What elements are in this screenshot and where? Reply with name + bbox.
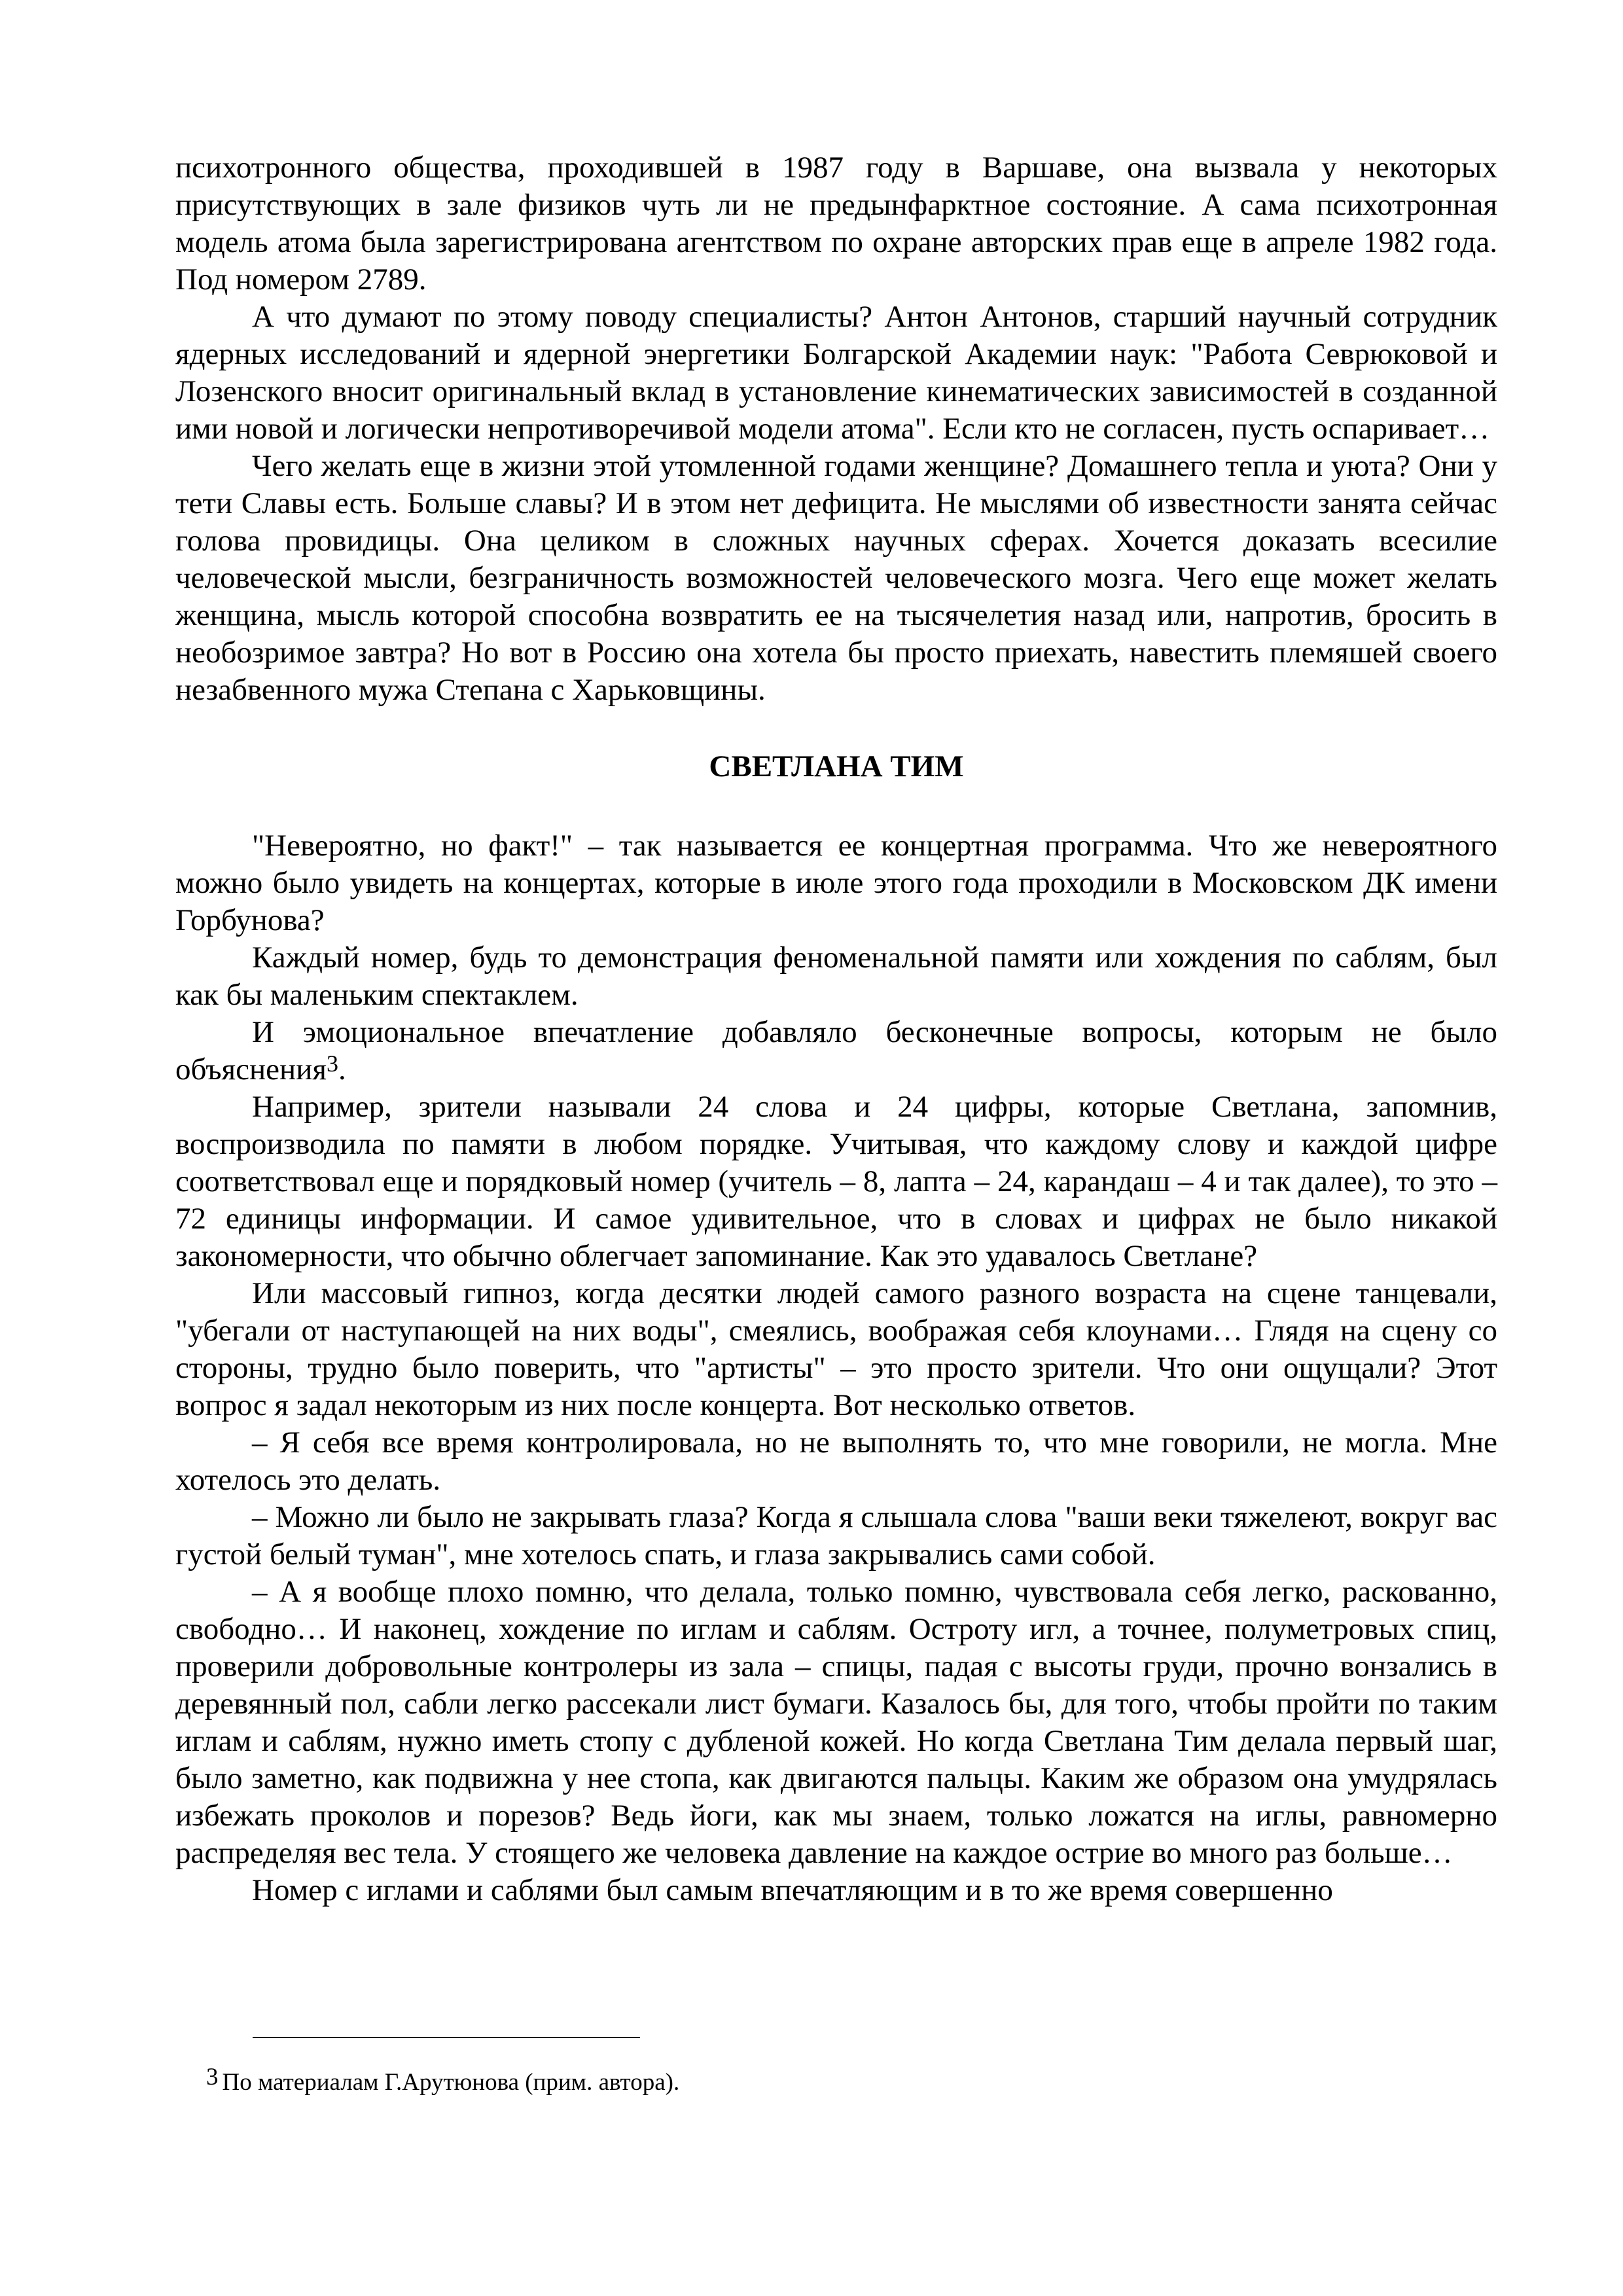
paragraph-7: Например, зрители называли 24 слова и 24 цифры, которые Светлана, запомнив, воспроизводила по памяти в любом порядке. Учитывая, что каждому слову и каждой цифре соответствовал еще и порядковый номер (учитель – 8, лапта – 24, карандаш – 4 и так далее), то это – 72 единицы информации. И самое удивительное, что в словах и цифрах не было никакой закономерности, что обычно облегчает запоминание. Как это удавалось Светлане? <box>175 1090 1497 1273</box>
paragraph-5: Каждый номер, будь то демонстрация феноменальной памяти или хождения по саблям, был как бы маленьким спектаклем. <box>175 941 1497 1012</box>
footnote-separator <box>253 2037 640 2038</box>
section-heading: СВЕТЛАНА ТИМ <box>709 749 964 783</box>
paragraph-6-end: . <box>338 1052 346 1086</box>
paragraph-9: – Я себя все время контролировала, но не выполнять то, что мне говорили, не могла. Мне хотелось это делать. <box>175 1426 1497 1497</box>
footnote-reference[interactable]: 3 <box>326 1050 338 1077</box>
paragraph-4: "Невероятно, но факт!" – так называется ее концертная программа. Что же невероятного можно было увидеть на концертах, которые в июле этого года проходили в Московском ДК имени Горбунова? <box>175 829 1497 937</box>
paragraph-2: А что думают по этому поводу специалисты? Антон Антонов, старший научный сотрудник ядерных исследований и ядерной энергетики Болгарской Академии наук: "Работа Севрюковой и Лозенского вносит оригинальный вклад в установление кинематических зависимостей в созданной ими новой и логически непротиворечивой модели атома". Если кто не согласен, пусть оспаривает… <box>175 300 1497 446</box>
footnote-mark: 3 <box>206 2064 219 2090</box>
paragraph-11: – А я вообще плохо помню, что делала, только помню, чувствовала себя легко, раскованно, свободно… И наконец, хождение по иглам и саблям. Остроту игл, а точнее, полуметровых спиц, проверили добровольные контролеры из зала – спицы, падая с высоты груди, прочно вонзались в деревянный пол, сабли легко рассекали лист бумаги. Казалось бы, для того, чтобы пройти по таким иглам и саблям, нужно иметь стопу с дубленой кожей. Но когда Светлана Тим делала первый шаг, было заметно, как подвижна у нее стопа, как двигаются пальцы. Каким же образом она умудрялась избежать проколов и порезов? Ведь йоги, как мы знаем, только ложатся на иглы, равномерно распределяя вес тела. У стоящего же человека давление на каждое острие во много раз больше… <box>175 1575 1497 1870</box>
paragraph-1: психотронного общества, проходившей в 1987 году в Варшаве, она вызвала у некоторых присутствующих в зале физиков чуть ли не предынфарктное состояние. А сама психотронная модель атома была зарегистрирована агентством по охране авторских прав еще в апреле 1982 года. Под номером 2789. <box>175 151 1497 296</box>
footnote-text: По материалам Г.Арутюнова (прим. автора). <box>222 2069 680 2096</box>
paragraph-3: Чего желать еще в жизни этой утомленной годами женщине? Домашнего тепла и уюта? Они у тети Славы есть. Больше славы? И в этом нет дефицита. Не мыслями об известности занята сейчас голова провидицы. Она целиком в сложных научных сферах. Хочется доказать всесилие человеческой мысли, безграничность возможностей человеческого мозга. Чего еще может желать женщина, мысль которой способна возвратить ее на тысячелетия назад или, напротив, бросить в необозримое завтра? Но вот в Россию она хотела бы просто приехать, навестить племяшей своего незабвенного мужа Степана с Харьковщины. <box>175 449 1497 707</box>
paragraph-6-text: И эмоциональное впечатление добавляло бесконечные вопросы, которым не было объяснения <box>175 1015 1497 1086</box>
paragraph-8: Или массовый гипноз, когда десятки людей самого разного возраста на сцене танцевали, "убегали от наступающей на них воды", смеялись, воображая себя клоунами… Глядя на сцену со стороны, трудно было поверить, что "артисты" – это просто зрители. Что они ощущали? Этот вопрос я задал некоторым из них после концерта. Вот несколько ответов. <box>175 1276 1497 1422</box>
document-page <box>175 149 1497 1909</box>
paragraph-10: – Можно ли было не закрывать глаза? Когда я слышала слова "ваши веки тяжелеют, вокруг вас густой белый туман", мне хотелось спать, и глаза закрывались сами собой. <box>175 1500 1497 1571</box>
paragraph-6 <box>175 1014 1497 1088</box>
paragraph-12: Номер с иглами и саблями был самым впечатляющим и в то же время совершенно <box>252 1873 1333 1907</box>
footnote <box>206 2063 679 2097</box>
